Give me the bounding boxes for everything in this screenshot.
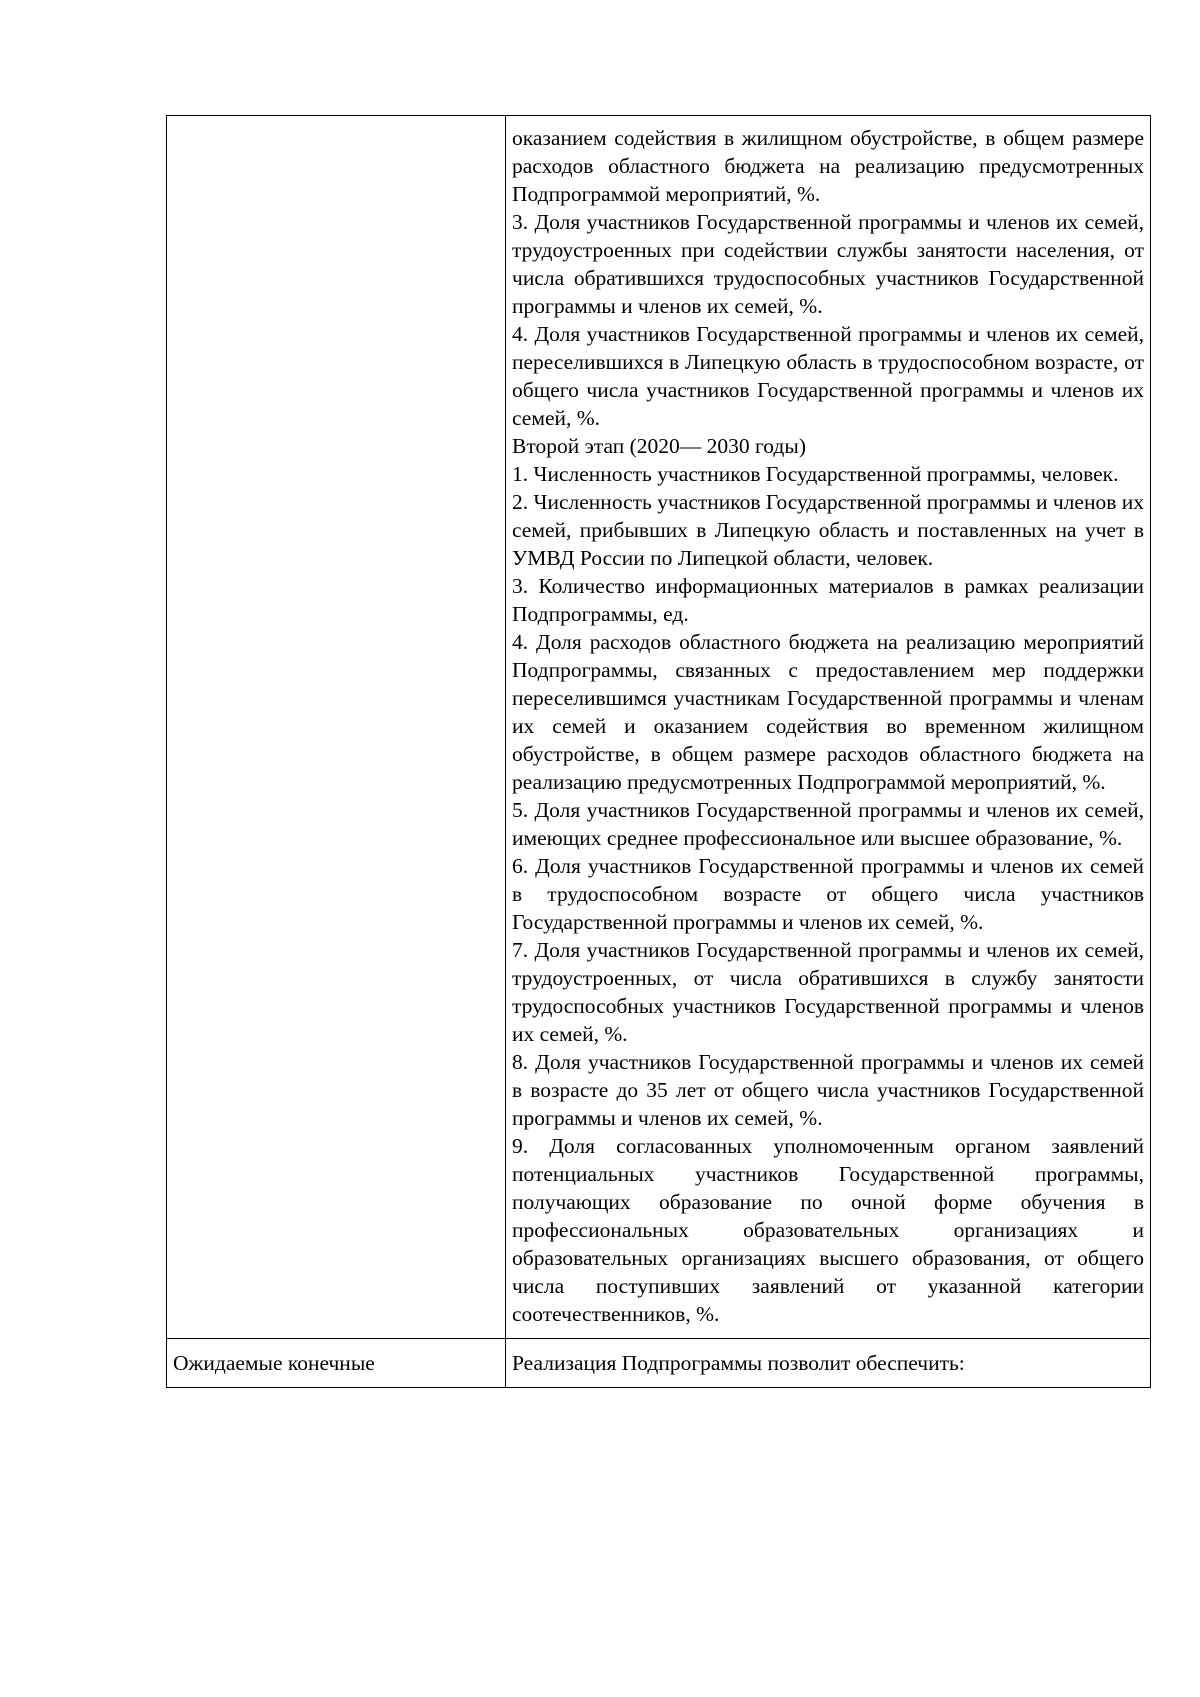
row-label: Ожидаемые конечные <box>173 1351 375 1375</box>
paragraph: 3. Количество информационных материалов в рамках реализации Подпрограммы, ед. <box>512 574 1144 626</box>
table-row <box>167 116 1151 1339</box>
paragraph: 4. Доля расходов областного бюджета на реализацию мероприятий Подпрограммы, связанных с предоставлением мер поддержки переселившимся участникам Государственной программы и членам их семей и оказанием содействия во временном жилищном обустройстве, в общем размере расходов областного бюджета на реализацию предусмотренных Подпрограммой мероприятий, %. <box>512 630 1144 794</box>
paragraph: 8. Доля участников Государственной программы и членов их семей в возрасте до 35 лет от общего числа участников Государственной программы и членов их семей, %. <box>512 1050 1144 1130</box>
stage-heading: Второй этап (2020— 2030 годы) <box>512 434 806 458</box>
paragraph: 9. Доля согласованных уполномоченным органом заявлений потенциальных участников Государственной программы, получающих образование по очной форме обучения в профессиональных образовательных организациях и образовательных организациях высшего образования, от общего числа поступивших заявлений от указанной категории соотечественников, %. <box>512 1134 1144 1326</box>
paragraph: 7. Доля участников Государственной программы и членов их семей, трудоустроенных, от числа обратившихся в службу занятости трудоспособных участников Государственной программы и членов их семей, %. <box>512 938 1144 1046</box>
table-cell-label <box>167 116 506 1339</box>
paragraph: 6. Доля участников Государственной программы и членов их семей в трудоспособном возрасте от общего числа участников Государственной программы и членов их семей, %. <box>512 854 1144 934</box>
paragraph: 2. Численность участников Государственной программы и членов их семей, прибывших в Липецкую область и поставленных на учет в УМВД России по Липецкой области, человек. <box>512 490 1144 570</box>
paragraph: Реализация Подпрограммы позволит обеспечить: <box>512 1351 965 1375</box>
paragraph: 3. Доля участников Государственной программы и членов их семей, трудоустроенных при содействии службы занятости населения, от числа обратившихся трудоспособных участников Государственной программы и членов их семей, %. <box>512 210 1144 318</box>
document-table <box>166 115 1151 1388</box>
paragraph: оказанием содействия в жилищном обустройстве, в общем размере расходов областного бюджета на реализацию предусмотренных Подпрограммой мероприятий, %. <box>512 126 1144 206</box>
table-cell-label <box>167 1339 506 1388</box>
paragraph: 4. Доля участников Государственной программы и членов их семей, переселившихся в Липецкую область в трудоспособном возрасте, от общего числа участников Государственной программы и членов их семей, %. <box>512 322 1144 430</box>
row-label <box>167 116 505 136</box>
paragraph: 1. Численность участников Государственной программы, человек. <box>512 462 1119 486</box>
table-cell-content <box>506 1339 1151 1388</box>
table-cell-content <box>506 116 1151 1339</box>
paragraph: 5. Доля участников Государственной программы и членов их семей, имеющих среднее профессиональное или высшее образование, %. <box>512 798 1144 850</box>
table-row <box>167 1339 1151 1388</box>
